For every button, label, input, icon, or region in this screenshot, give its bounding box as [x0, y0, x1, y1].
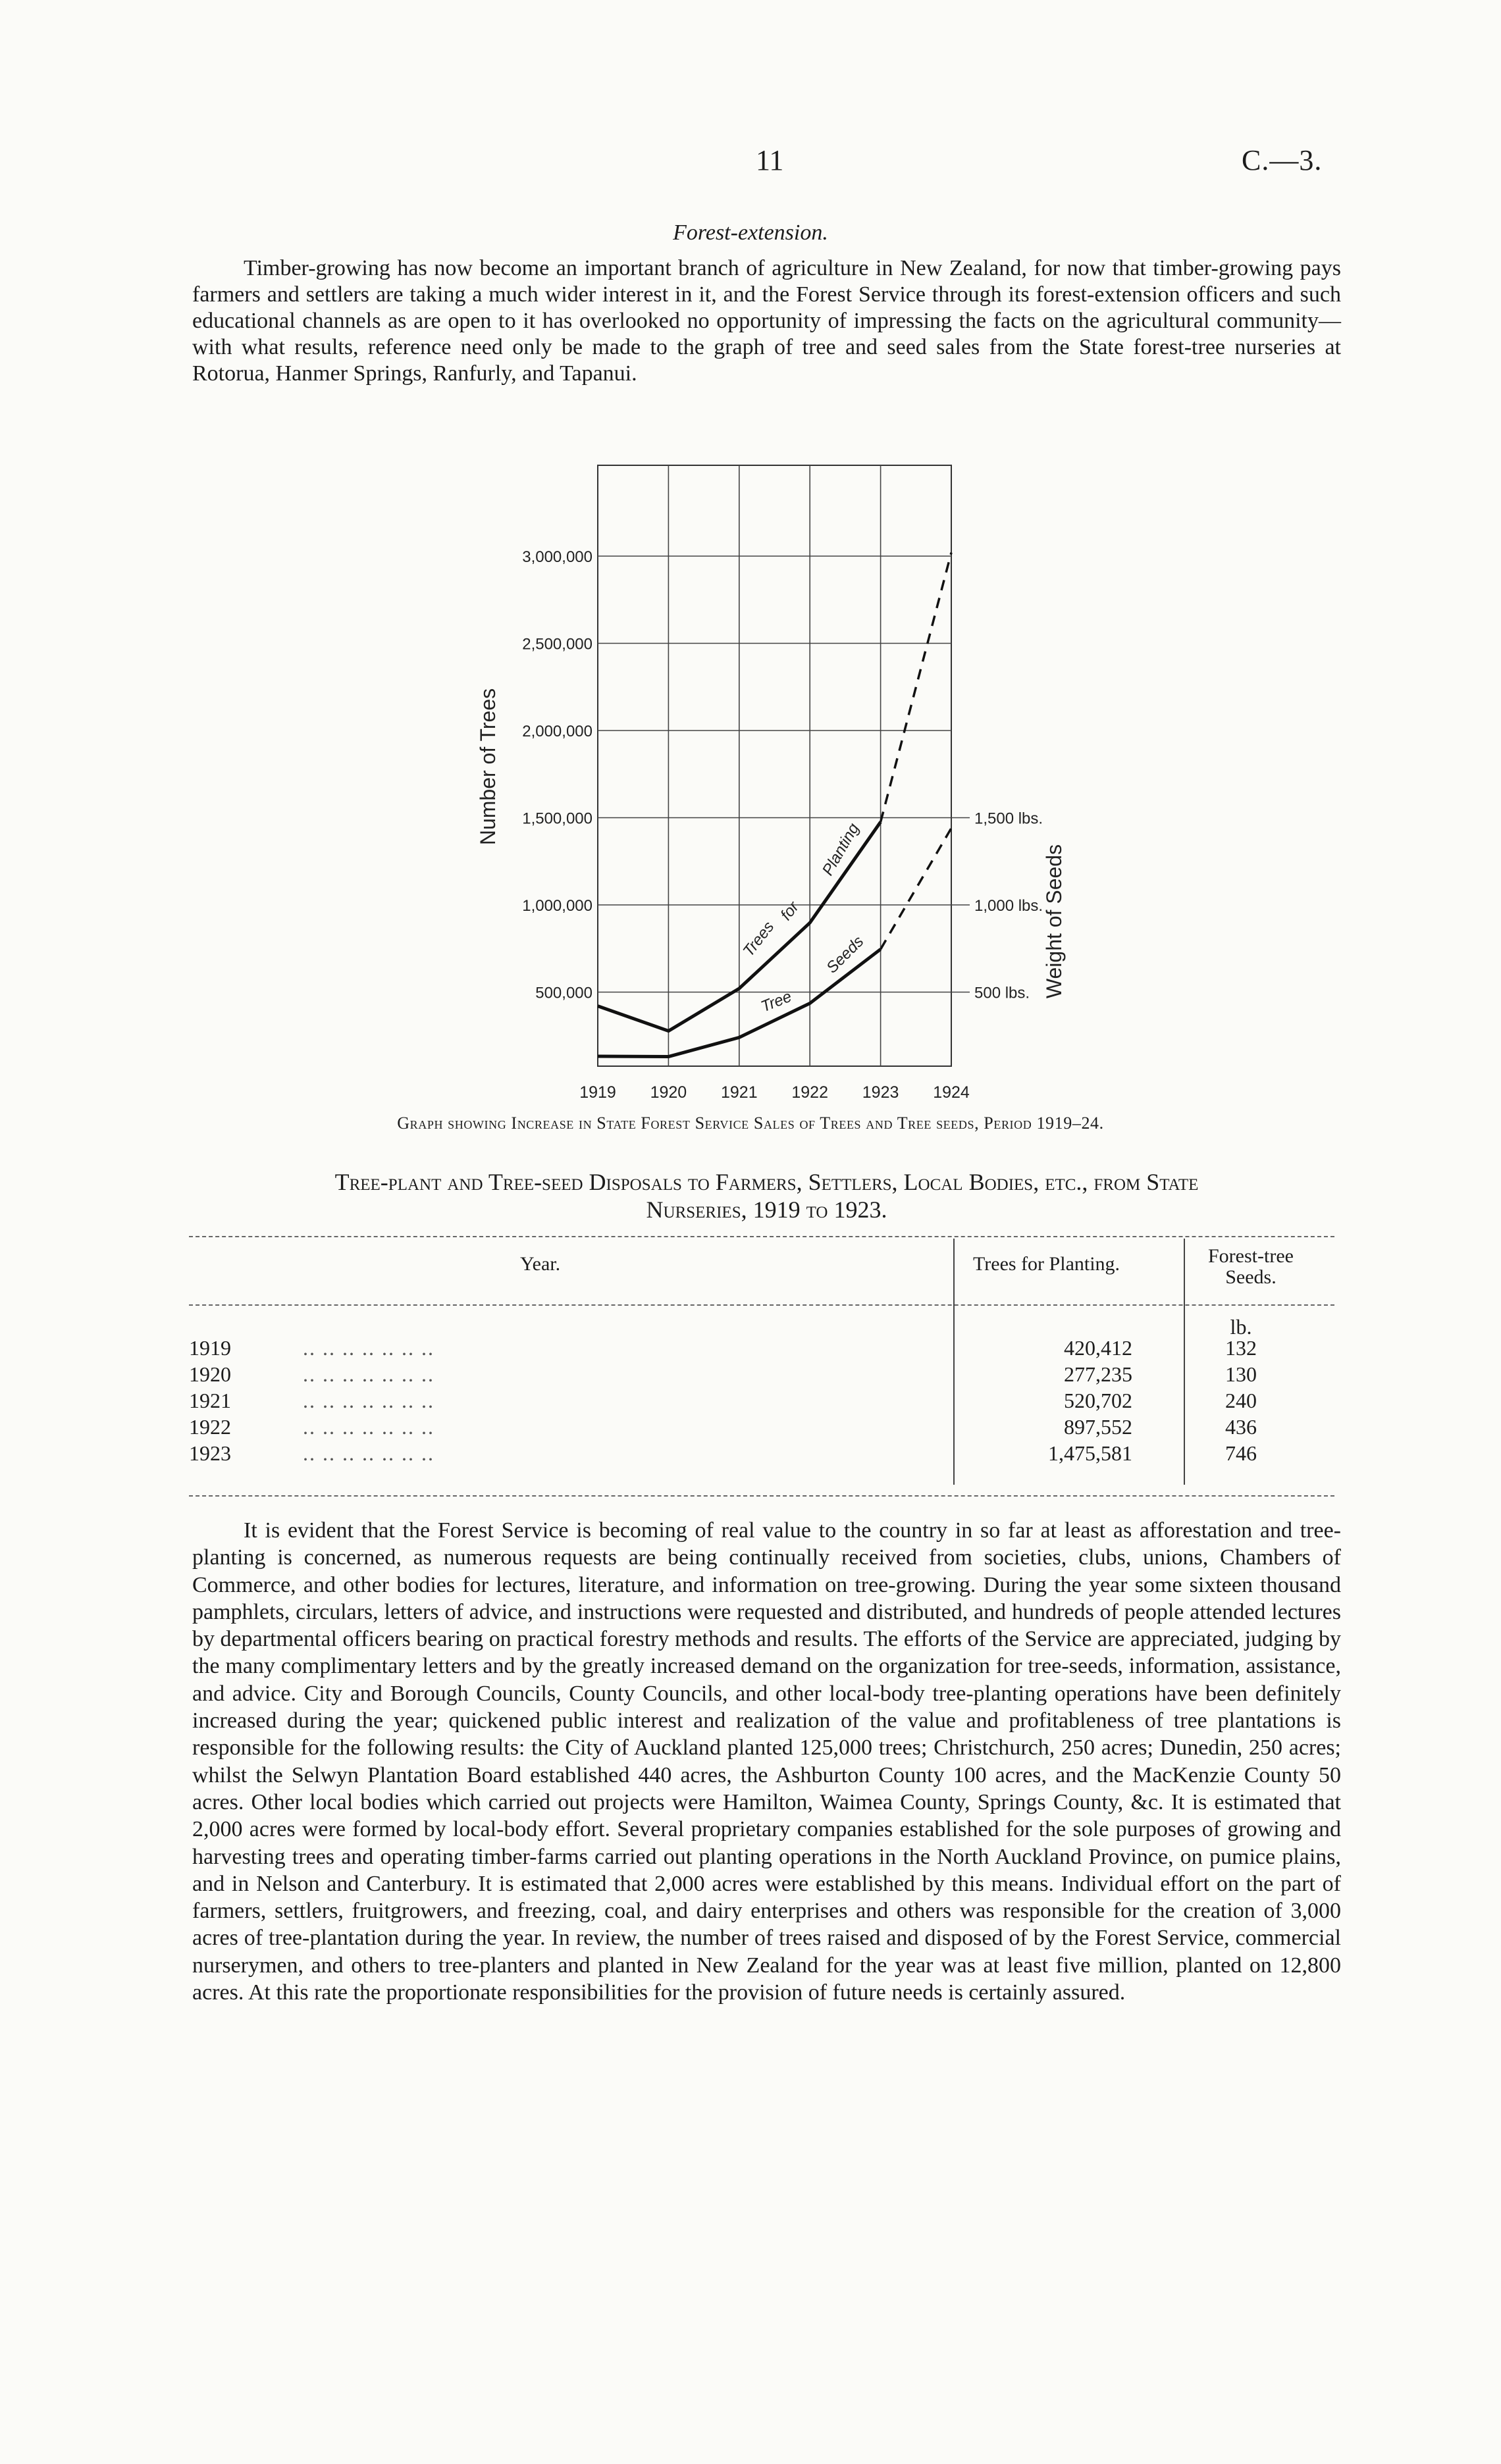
table-title-line-1: Tree-plant and Tree-seed Disposals to Farmers, Settlers, Local Bodies, etc., from State	[334, 1169, 1199, 1195]
chart-grid	[598, 465, 970, 1066]
row-year: 1922	[189, 1415, 231, 1439]
graph-caption: Graph showing Increase in State Forest Service Sales of Trees and Tree seeds, Period 1919–24.	[397, 1114, 1104, 1133]
row-trees: 520,702	[1064, 1389, 1132, 1412]
sales-graph	[0, 0, 1501, 1119]
x-tick-label: 1922	[791, 1083, 829, 1102]
table-title-line-2: Nurseries, 1919 to 1923.	[646, 1196, 887, 1223]
chart-frame	[598, 465, 951, 1066]
y-axis-title: Number of Trees	[476, 688, 500, 846]
series-label: for	[777, 898, 803, 924]
intro-paragraph: Timber-growing has now become an important branch of agriculture in New Zealand, for now that timber-growing pays farmers and settlers are taking a much wider interest in it, and the Forest Service through its forest-extension officers and such educational channels as are open to it has overlooked no opportunity of impressing the facts on the agricultural community—with what results, reference need only be made to the graph of tree and seed sales from the State forest-tree nurseries at Rotorua, Hanmer Springs, Ranfurly, and Tapanui.	[192, 256, 1341, 386]
row-seeds: 746	[1225, 1441, 1257, 1465]
row-trees: 277,235	[1064, 1362, 1132, 1386]
row-trees: 1,475,581	[1048, 1441, 1132, 1465]
header-seeds-line-2: Seeds.	[1225, 1266, 1277, 1288]
row-trees: 420,412	[1064, 1336, 1132, 1360]
header-seeds-line-1: Forest-tree	[1208, 1245, 1294, 1267]
series-label: Trees	[739, 918, 778, 960]
row-year: 1920	[189, 1362, 231, 1386]
header-seeds	[1208, 1246, 1294, 1288]
x-tick-label: 1924	[933, 1083, 970, 1102]
y-tick-label: 500,000	[535, 984, 592, 1002]
row-year: 1919	[189, 1336, 231, 1360]
x-tick-label: 1920	[650, 1083, 687, 1102]
header-trees: Trees for Planting.	[973, 1253, 1120, 1275]
row-trees: 897,552	[1064, 1415, 1132, 1439]
row-seeds: 240	[1225, 1389, 1257, 1412]
y-tick-label: 2,000,000	[522, 723, 592, 740]
series-projection-seeds	[881, 828, 951, 949]
series-label: Planting	[818, 820, 863, 879]
document-reference: C.—3.	[1242, 144, 1323, 176]
table-title	[192, 1168, 1341, 1223]
dot-leader: .. .. .. .. .. .. ..	[303, 1362, 434, 1386]
table-bottom-rule	[189, 1495, 1334, 1497]
table-top-rule	[189, 1236, 1334, 1237]
section-title: Forest-extension.	[673, 220, 828, 245]
row-seeds: 436	[1225, 1415, 1257, 1439]
dot-leader: .. .. .. .. .. .. ..	[303, 1441, 434, 1465]
chart-lines	[598, 553, 951, 1057]
chart-labels	[476, 548, 1066, 1102]
table-col-divider-1	[953, 1239, 955, 1485]
y-tick-label: 3,000,000	[522, 548, 592, 566]
page-number: 11	[756, 144, 784, 176]
dot-leader: .. .. .. .. .. .. ..	[303, 1336, 434, 1360]
y-tick-label: 2,500,000	[522, 635, 592, 654]
row-seeds: 132	[1225, 1336, 1257, 1360]
y2-tick-label: 1,000 lbs.	[974, 897, 1043, 915]
dot-leader: .. .. .. .. .. .. ..	[303, 1415, 434, 1439]
row-seeds: 130	[1225, 1362, 1257, 1386]
y2-tick-label: 500 lbs.	[974, 984, 1030, 1002]
series-projection-trees	[881, 553, 951, 822]
header-year: Year.	[520, 1253, 561, 1275]
series-label: Seeds	[823, 933, 868, 977]
y2-tick-label: 1,500 lbs.	[974, 809, 1043, 828]
row-year: 1921	[189, 1389, 231, 1412]
table-col-divider-2	[1184, 1239, 1185, 1485]
y-tick-label: 1,500,000	[522, 809, 592, 828]
seeds-unit: lb.	[1230, 1315, 1252, 1339]
closing-paragraph: It is evident that the Forest Service is becoming of real value to the country in so far at least as afforestation and tree-planting is concerned, as numerous requests are being continually received from societies, clubs, unions, Chambers of Commerce, and other bodies for lectures, literature, and information on tree-growing. During the year some sixteen thousand pamphlets, circulars, letters of advice, and instructions were requested and distributed, and hundreds of people attended lectures by departmental officers bearing on practical forestry methods and results. The efforts of the Service are appreciated, judging by the many complimentary letters and by the greatly increased demand on the organization for tree-seeds, information, assistance, and advice. City and Borough Councils, County Councils, and other local-body tree-planting operations have been definitely increased during the year; quickened public interest and realization of the value and profitableness of tree plantations is responsible for the following results: the City of Auckland planted 125,000 trees; Christchurch, 250 acres; Dunedin, 250 acres; whilst the Selwyn Plantation Board established 440 acres, the Ashburton County 100 acres, and the MacKenzie County 50 acres. Other local bodies which carried out projects were Hamilton, Waimea County, Springs County, &c. It is estimated that 2,000 acres were formed by local-body effort. Several proprietary companies established for the sole purposes of growing and harvesting trees and operating timber-farms carried out planting operations in the North Auckland Province, on pumice plains, and in Nelson and Canterbury. It is estimated that 2,000 acres were established by this means. Individual effort on the part of farmers, settlers, fruitgrowers, and freezing, coal, and dairy enterprises and others was responsible for the creation of 3,000 acres of tree-plantation during the year. In review, the number of trees raised and disposed of by the Forest Service, commercial nurserymen, and others to tree-planters and planted in New Zealand for the year was at least five million, planted on 12,800 acres. At this rate the proportionate responsibilities for the provision of future needs is certainly assured.	[192, 1518, 1341, 2005]
x-tick-label: 1921	[720, 1083, 758, 1102]
dot-leader: .. .. .. .. .. .. ..	[303, 1389, 434, 1412]
x-tick-label: 1923	[862, 1083, 899, 1102]
x-tick-label: 1919	[579, 1083, 616, 1102]
table-header-rule	[189, 1304, 1334, 1306]
series-label: Tree	[758, 987, 795, 1016]
row-year: 1923	[189, 1441, 231, 1465]
y-tick-label: 1,000,000	[522, 897, 592, 915]
y2-axis-title: Weight of Seeds	[1042, 844, 1066, 999]
